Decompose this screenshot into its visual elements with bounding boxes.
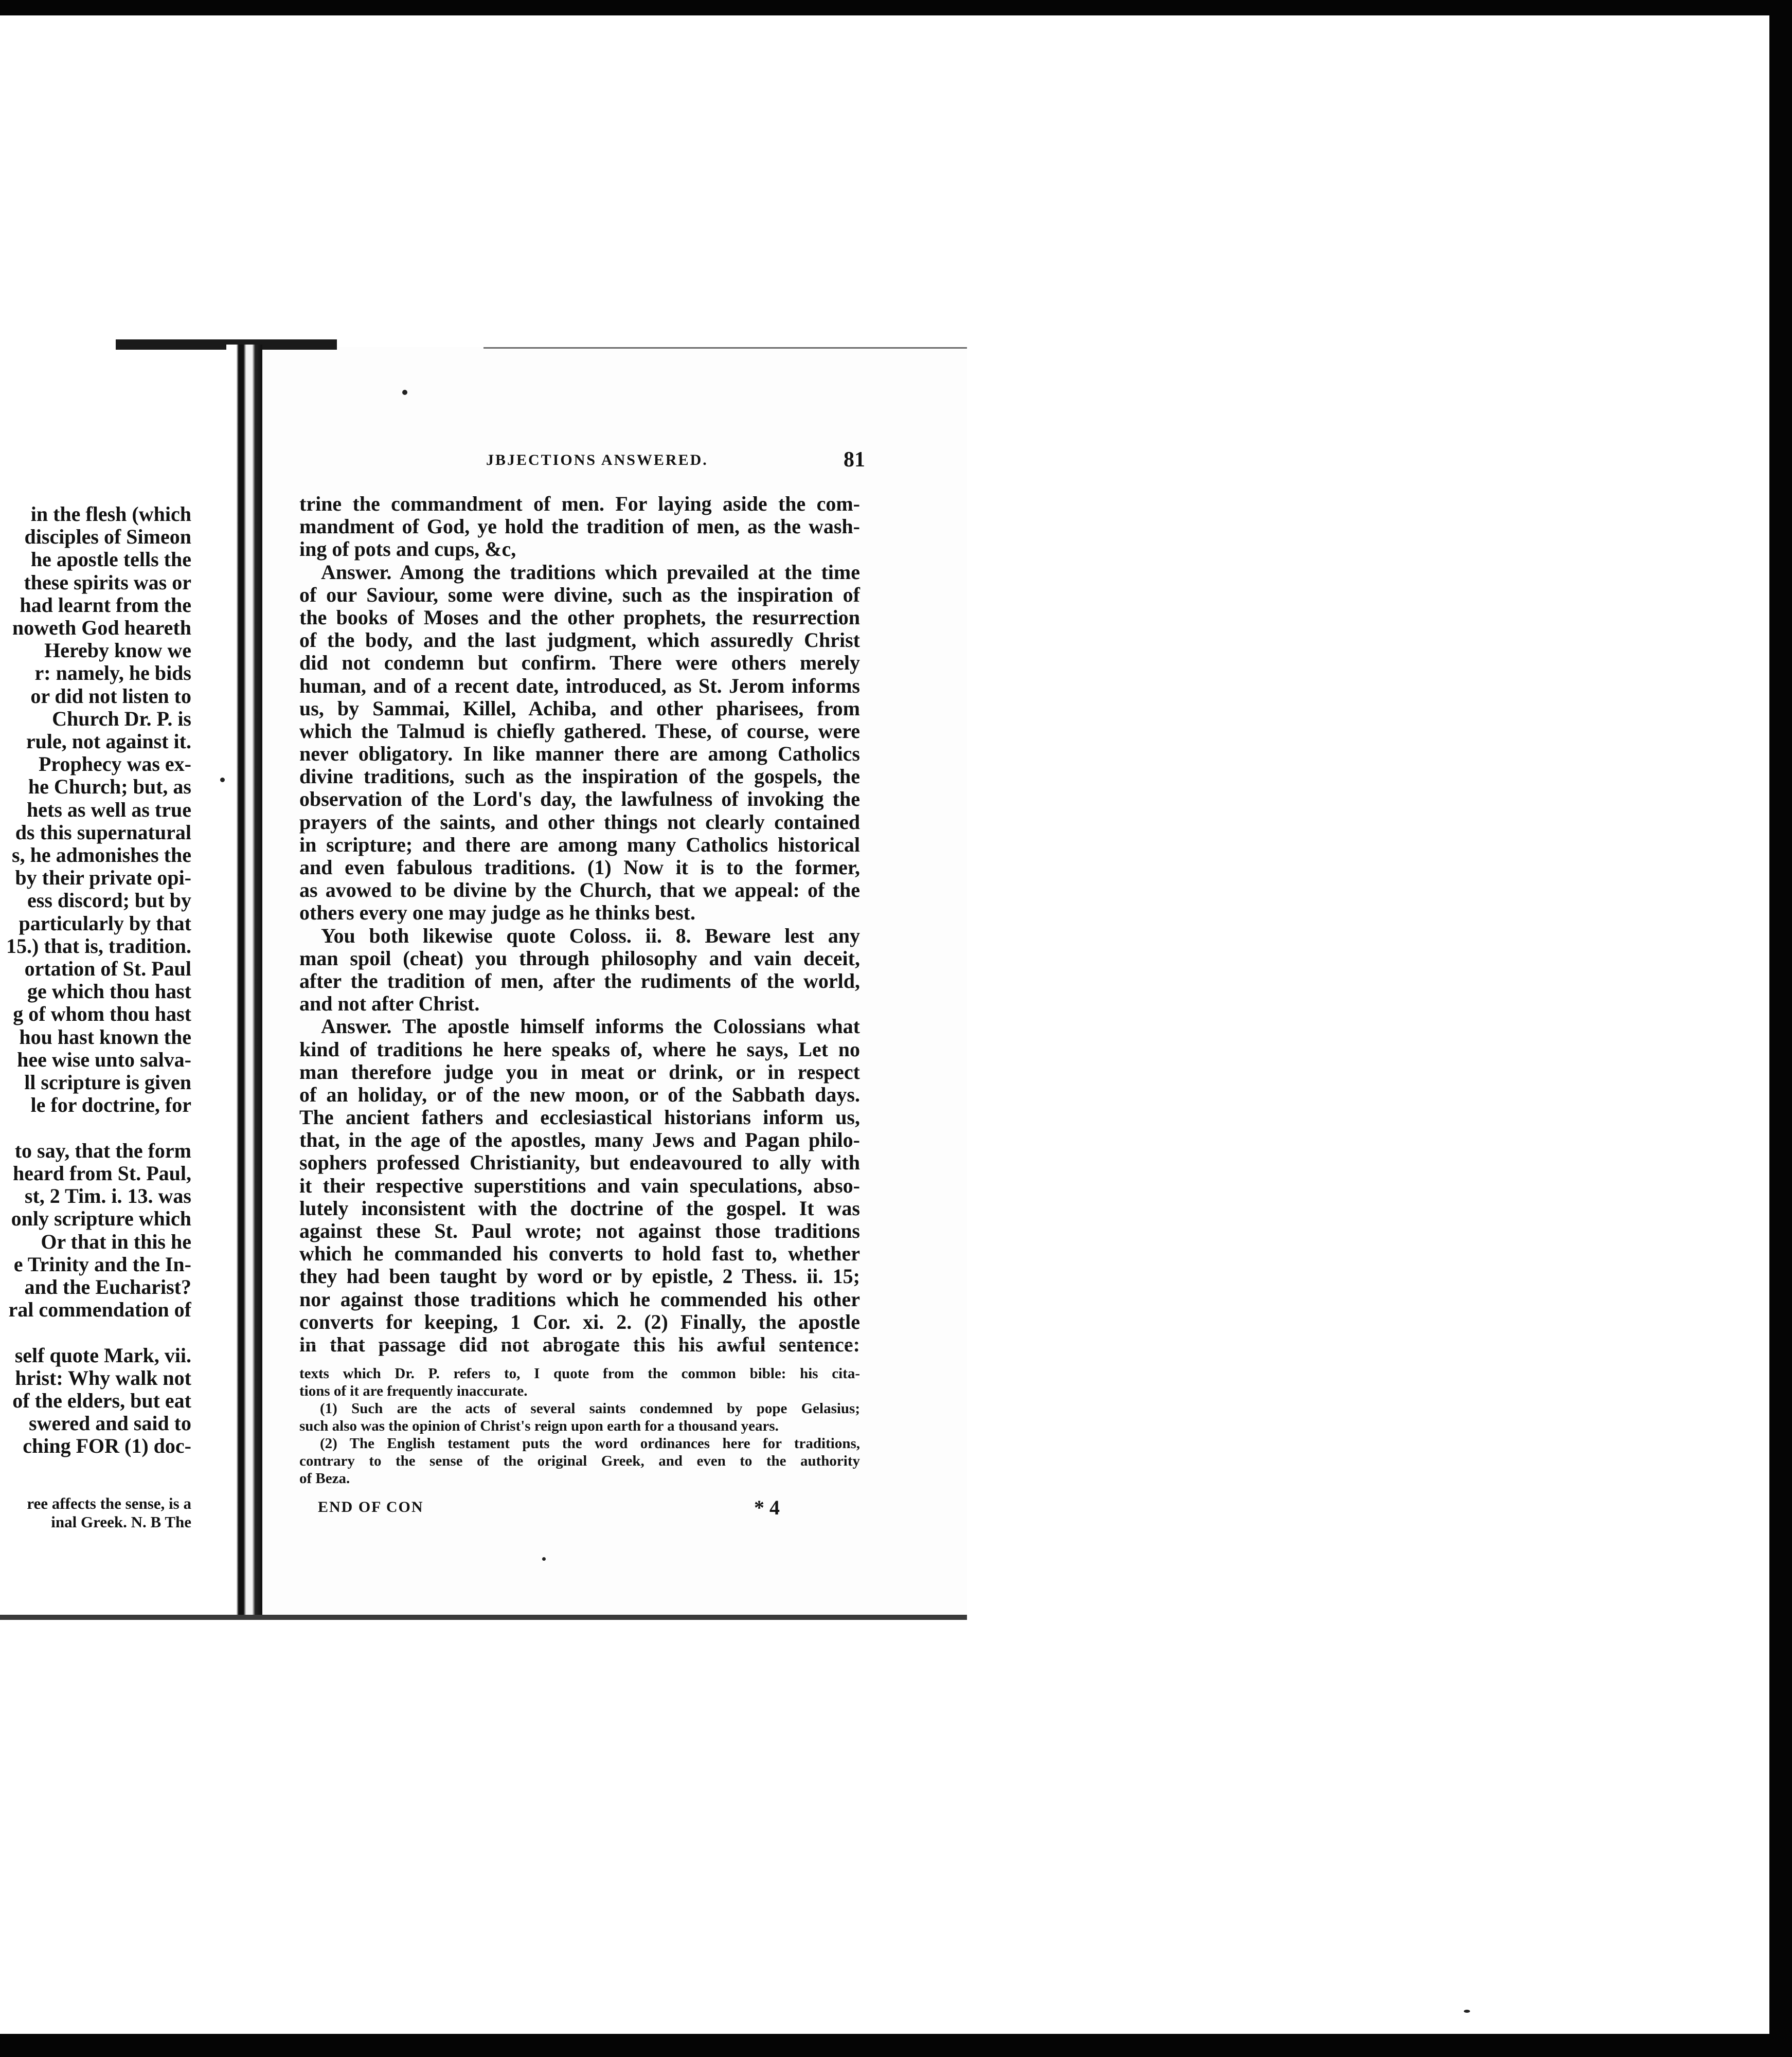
left-page-line: ral commendation of: [8, 1298, 191, 1322]
left-page-line: hrist: Why walk not: [15, 1366, 191, 1390]
left-page-line: 15.) that is, tradition.: [6, 934, 191, 958]
body-line: prayers of the saints, and other things not clearly contained: [299, 810, 860, 834]
scan-border-right: [1769, 0, 1792, 2057]
body-line: against these St. Paul wrote; not against those traditions: [299, 1219, 860, 1242]
page-number: 81: [844, 448, 865, 472]
body-line: the books of Moses and the other prophets, the resurrection: [299, 605, 860, 629]
body-line: after the tradition of men, after the rudiments of the world,: [299, 969, 860, 993]
left-page-line: heard from St. Paul,: [12, 1161, 191, 1185]
body-line: The ancient fathers and ecclesiastical historians inform us,: [299, 1106, 860, 1129]
left-page-text: [0, 503, 191, 1458]
scan-speck: [1464, 2010, 1470, 2013]
body-line: and not after Christ.: [299, 992, 480, 1016]
body-line: others every one may judge as he thinks best.: [299, 901, 695, 925]
body-line: converts for keeping, 1 Cor. xi. 2. (2) Finally, the apostle: [299, 1310, 860, 1333]
body-line: human, and of a recent date, introduced, as St. Jerom informs: [299, 674, 860, 697]
left-page-line: st, 2 Tim. i. 13. was: [24, 1184, 191, 1208]
left-page-line: rule, not against it.: [26, 730, 191, 753]
footnote-line: of Beza.: [299, 1470, 350, 1487]
body-line: in scripture; and there are among many Catholics historical: [299, 833, 860, 856]
body-line: nor against those traditions which he commended his other: [299, 1287, 860, 1311]
body-line: which the Talmud is chiefly gathered. These, of course, were: [299, 719, 860, 743]
footnote-rule: [299, 1343, 860, 1345]
body-line: and even fabulous traditions. (1) Now it is to the former,: [299, 856, 860, 879]
body-line: You both likewise quote Coloss. ii. 8. Beware lest any: [321, 924, 860, 947]
left-page-line: in the flesh (which: [30, 503, 191, 526]
signature-mark-right: * 4: [754, 1496, 780, 1519]
running-head: JBJECTIONS ANSWERED.: [486, 452, 708, 468]
left-page-line: Prophecy was ex-: [39, 752, 191, 776]
body-line: lutely inconsistent with the doctrine of the gospel. It was: [299, 1196, 860, 1220]
body-text: [299, 493, 860, 1356]
left-page-line: noweth God heareth: [12, 616, 191, 640]
body-line: they had been taught by word or by epistle, 2 Thess. ii. 15;: [299, 1265, 860, 1288]
left-page-line: or did not listen to: [30, 684, 191, 708]
footnote-line: contrary to the sense of the original Greek, and even to the authority: [299, 1453, 860, 1469]
left-page-line: by their private opi-: [15, 866, 191, 890]
left-page-line: g of whom thou hast: [13, 1002, 191, 1026]
scan-speck: [220, 778, 225, 782]
footnotes: [299, 1365, 860, 1487]
body-line: as avowed to be divine by the Church, that we appeal: of the: [299, 878, 860, 902]
footnote-line: (1) Such are the acts of several saints condemned by pope Gelasius;: [320, 1400, 860, 1417]
left-page-line: these spirits was or: [24, 570, 191, 594]
page-top-edge: [483, 347, 967, 349]
body-line: kind of traditions he here speaks of, where he says, Let no: [299, 1037, 860, 1061]
left-page-line: ess discord; but by: [27, 889, 191, 912]
signature-mark-left: END OF CON: [318, 1499, 424, 1515]
left-page-line: ortation of St. Paul: [24, 957, 191, 981]
body-line: never obligatory. In like manner there are among Catholics: [299, 742, 860, 766]
footnote-line: tions of it are frequently inaccurate.: [299, 1383, 528, 1399]
left-page-footnotes: [0, 1494, 191, 1531]
left-page-line: self quote Mark, vii.: [14, 1343, 191, 1367]
left-page-line: to say, that the form: [14, 1139, 191, 1162]
left-page-line: hee wise unto salva-: [17, 1048, 191, 1071]
left-page-line: Hereby know we: [44, 639, 191, 662]
body-line: which he commanded his converts to hold fast to, whether: [299, 1242, 860, 1266]
body-line: of an holiday, or of the new moon, or of the Sabbath days.: [299, 1082, 860, 1106]
footnote-line: texts which Dr. P. refers to, I quote from the common bible: his cita-: [299, 1365, 860, 1382]
left-page-line: [0, 1321, 191, 1344]
body-line: of the body, and the last judgment, which assuredly Christ: [299, 628, 860, 652]
scan-speck: [542, 1557, 546, 1561]
left-page-line: ds this supernatural: [15, 820, 191, 844]
body-line: Answer. The apostle himself informs the Colossians what: [321, 1015, 860, 1038]
body-line: man therefore judge you in meat or drink, or in respect: [299, 1060, 860, 1084]
left-page-line: ge which thou hast: [27, 980, 191, 1003]
book-spine: [226, 345, 262, 1615]
scan-speck: [402, 390, 407, 395]
left-page-line: hou hast known the: [19, 1025, 191, 1049]
left-page-line: ching FOR (1) doc-: [23, 1434, 191, 1458]
body-line: man spoil (cheat) you through philosophy and vain deceit,: [299, 946, 860, 970]
body-line: sophers professed Christianity, but endeavoured to ally with: [299, 1151, 860, 1175]
body-line: observation of the Lord's day, the lawfulness of invoking the: [299, 787, 860, 811]
left-page-line: and the Eucharist?: [24, 1275, 191, 1298]
left-page-line: e Trinity and the In-: [13, 1252, 191, 1276]
body-line: mandment of God, ye hold the tradition of men, as the wash-: [299, 515, 860, 538]
body-line: trine the commandment of men. For laying aside the com-: [299, 492, 860, 515]
body-line: in that passage did not abrogate this his awful sentence:: [299, 1332, 860, 1356]
left-page-line: he apostle tells the: [30, 548, 191, 571]
left-page-line: only scripture which: [11, 1207, 191, 1231]
left-page-line: swered and said to: [29, 1412, 191, 1435]
page-bottom-edge: [0, 1615, 967, 1620]
left-page-line: hets as well as true: [27, 798, 191, 821]
left-page-line: of the elders, but eat: [12, 1388, 191, 1412]
left-page-line: r: namely, he bids: [34, 661, 191, 685]
left-page-line: Church Dr. P. is: [52, 707, 191, 730]
left-page-line: le for doctrine, for: [30, 1093, 191, 1117]
left-footnote-line: ree affects the sense, is a: [27, 1494, 191, 1512]
body-line: that, in the age of the apostles, many Jews and Pagan philo-: [299, 1128, 860, 1152]
left-page-line: disciples of Simeon: [24, 525, 191, 549]
body-line: it their respective superstitions and vain speculations, abso-: [299, 1174, 860, 1197]
body-line: ing of pots and cups, &c,: [299, 537, 516, 561]
left-page-line: Or that in this he: [41, 1230, 191, 1253]
body-line: of our Saviour, some were divine, such as the inspiration of: [299, 583, 860, 606]
body-line: Answer. Among the traditions which prevailed at the time: [321, 560, 860, 584]
body-line: did not condemn but confirm. There were others merely: [299, 651, 860, 675]
left-page-line: particularly by that: [19, 911, 191, 935]
footnote-line: such also was the opinion of Christ's reign upon earth for a thousand years.: [299, 1418, 779, 1434]
scan-border-bottom: [0, 2034, 1792, 2057]
left-page-line: had learnt from the: [20, 593, 191, 617]
left-page-line: s, he admonishes the: [12, 843, 191, 867]
body-line: divine traditions, such as the inspiration of the gospels, the: [299, 765, 860, 788]
left-footnote-line: inal Greek. N. B The: [51, 1513, 191, 1531]
left-page-line: ll scripture is given: [24, 1071, 191, 1094]
left-page-line: he Church; but, as: [28, 775, 191, 799]
footnote-line: (2) The English testament puts the word ordinances here for traditions,: [320, 1435, 860, 1452]
left-page-line: [0, 1116, 191, 1139]
body-line: us, by Sammai, Killel, Achiba, and other pharisees, from: [299, 696, 860, 720]
scan-border-top: [0, 0, 1792, 15]
